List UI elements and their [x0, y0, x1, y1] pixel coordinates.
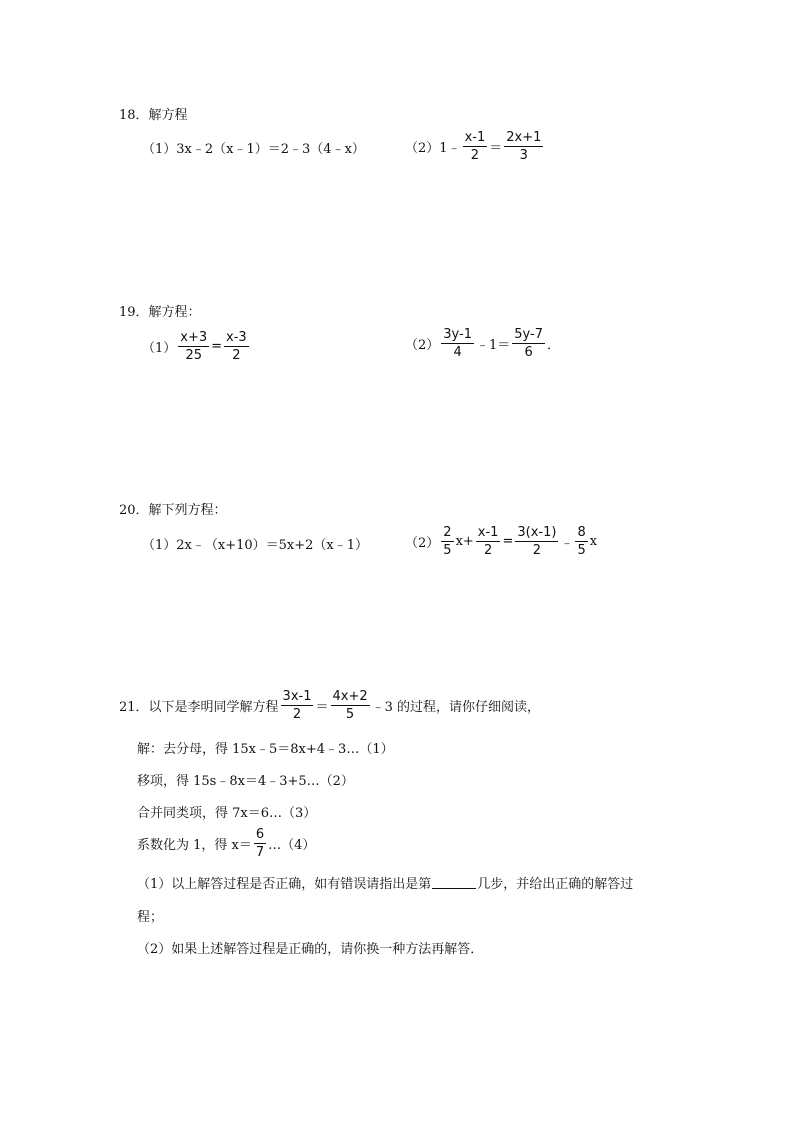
q18-part1-label: （1） — [142, 142, 177, 157]
q19-part2-frac1-num: 3y-1 — [443, 327, 472, 342]
q19-part1-frac1-den: 25 — [185, 348, 202, 363]
q21-step4-num: 6 — [255, 827, 265, 842]
q21-frac1 — [281, 690, 314, 721]
q19-part1-label: （1） — [142, 341, 177, 356]
q20-title: 20．解下列方程： — [119, 503, 227, 518]
q19-part2 — [405, 328, 560, 359]
q20-part2-frac1-den: 5 — [443, 543, 452, 558]
q19-part1-frac2-num: x-3 — [226, 330, 247, 345]
q18-part2-frac1-num: x-1 — [464, 130, 486, 145]
q18-part2 — [405, 131, 545, 162]
q21-task1-post: 几步，并给出正确的解答过 — [477, 877, 634, 892]
q19-part1-frac1 — [178, 331, 209, 362]
q20-part1-label: （1） — [142, 538, 177, 553]
q20-part2-frac4-den: 5 — [577, 543, 586, 558]
q21-step4 — [137, 828, 315, 859]
q18-part2-frac2-den: 3 — [519, 148, 528, 163]
q21-task2: （2）如果上述解答过程是正确的，请你换一种方法再解答． — [137, 942, 484, 957]
q19-part2-frac2 — [512, 328, 545, 359]
q21-step3: 合并同类项，得 7x＝6…（3） — [137, 806, 317, 821]
q21-eq: ＝ — [315, 700, 329, 715]
q20-part2-frac2-den: 2 — [483, 543, 493, 558]
q19-title: 19．解方程： — [119, 305, 201, 320]
q21-frac2-num: 4x+2 — [332, 689, 368, 704]
q19-part1 — [142, 331, 251, 362]
q21-step4-post: …（4） — [268, 838, 316, 853]
q18-part2-frac2-num: 2x+1 — [506, 130, 542, 145]
q21-task1-cont: 程； — [137, 910, 164, 925]
q20-part2-frac4 — [575, 526, 587, 557]
q21-frac1-den: 2 — [292, 707, 302, 722]
q20-part2-frac4-num: 8 — [577, 525, 586, 540]
q21-frac1-num: 3x-1 — [282, 689, 312, 704]
q20-part2-frac3-den: 2 — [532, 543, 542, 558]
q20-part2-frac2-num: x-1 — [477, 525, 499, 540]
q19-part1-frac2 — [224, 331, 249, 362]
q21-frac2-den: 5 — [345, 707, 355, 722]
q21-intro-post: ﹣3 的过程，请你仔细阅读， — [371, 700, 541, 715]
q21-step4-frac — [254, 828, 266, 859]
q21-task1 — [137, 873, 633, 892]
q21-intro-pre: 21．以下是李明同学解方程 — [119, 700, 279, 715]
q18-title: 18．解方程 — [119, 108, 188, 123]
q20-part2-frac1 — [441, 526, 453, 557]
q20-part2-frac2 — [476, 526, 501, 557]
q19-part2-end: ． — [546, 338, 560, 353]
q19-part2-mid: ﹣1＝ — [475, 338, 511, 353]
q18-part2-frac1-den: 2 — [470, 148, 480, 163]
q19-part1-frac1-num: x+3 — [180, 330, 208, 345]
q21-frac2 — [331, 690, 370, 721]
q18-part1 — [142, 138, 365, 157]
q19-part1-frac2-den: 2 — [232, 348, 241, 363]
q19-part1-eq: = — [211, 339, 223, 354]
q21-step4-den: 7 — [255, 845, 265, 860]
q19-part2-label: （2） — [405, 338, 440, 353]
q20-part2-frac1-num: 2 — [443, 525, 452, 540]
q20-part2-eq: = — [502, 534, 514, 549]
q20-part1 — [142, 534, 368, 553]
q21-intro — [119, 690, 540, 721]
q18-part2-pre: 1﹣ — [439, 141, 461, 156]
q21-step1: 解：去分母，得 15x﹣5＝8x+4﹣3…（1） — [137, 742, 394, 757]
q20-part2-t2: x — [589, 534, 598, 549]
q21-step4-pre: 系数化为 1，得 x＝ — [137, 838, 252, 853]
q19-part2-frac1-den: 4 — [453, 345, 462, 360]
q20-part2-t1: x+ — [455, 534, 474, 549]
q19-part2-frac2-num: 5y-7 — [514, 327, 543, 342]
q18-part2-label: （2） — [405, 141, 440, 156]
answer-blank[interactable] — [432, 876, 476, 889]
q20-part2-frac3-num: 3(x-1) — [517, 525, 557, 540]
q20-part2 — [405, 526, 597, 557]
q21-task1-pre: （1）以上解答过程是否正确，如有错误请指出是第 — [137, 877, 432, 892]
q20-part2-frac3 — [515, 526, 558, 557]
q19-part2-frac1 — [441, 328, 474, 359]
q18-part1-expr: 3x﹣2（x﹣1）＝2﹣3（4﹣x） — [176, 142, 365, 157]
q18-part2-frac1 — [463, 131, 488, 162]
q20-part2-label: （2） — [405, 536, 440, 551]
q18-part2-eq: ＝ — [489, 141, 503, 156]
q21-step2: 移项，得 15s﹣8x＝4﹣3+5…（2） — [137, 774, 354, 789]
q20-part2-minus: ﹣ — [560, 536, 574, 551]
q20-part1-expr: 2x﹣（x+10）＝5x+2（x﹣1） — [176, 538, 369, 553]
q19-part2-frac2-den: 6 — [524, 345, 533, 360]
q18-part2-frac2 — [504, 131, 543, 162]
